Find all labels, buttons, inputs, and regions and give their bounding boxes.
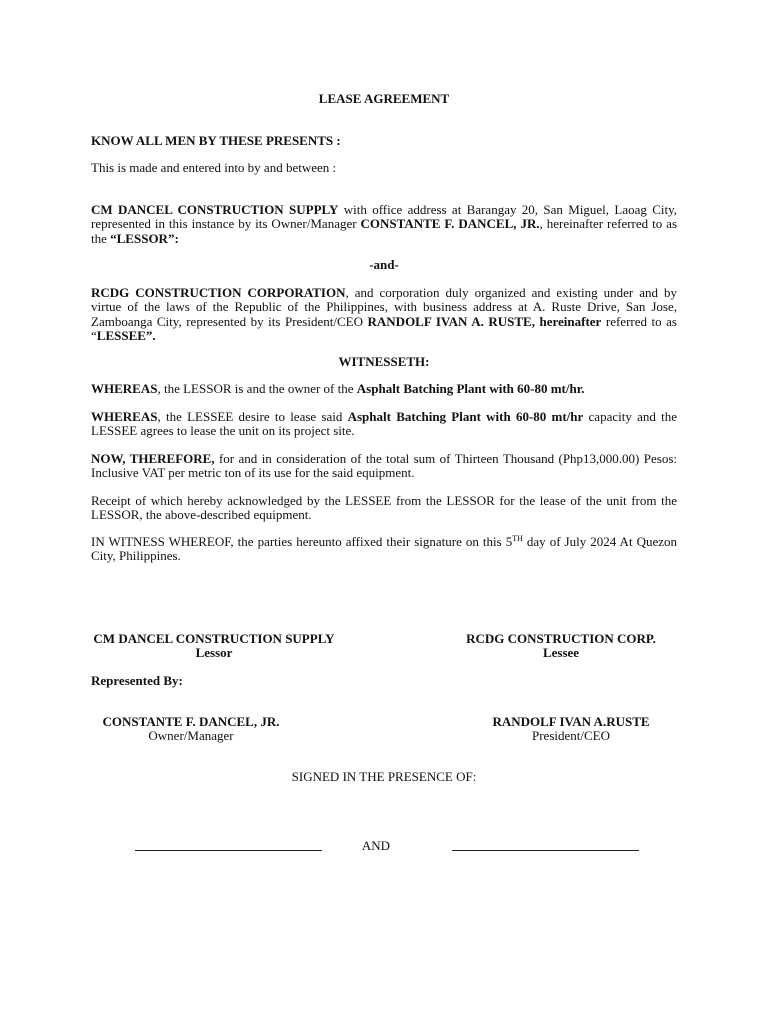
lessor-representative-block [91, 715, 291, 744]
receipt-clause: Receipt of which hereby acknowledged by the LESSEE from the LESSOR for the lease of the unit from the LESSOR, the above-described equipment. [91, 493, 677, 523]
lessor-text-2: , represented in this instance by its Owner/Manager [91, 202, 677, 232]
whereas-2-text-2: capacity and the LESSEE agrees to lease the unit on its project site. [91, 409, 677, 439]
lessor-name: CM DANCEL CONSTRUCTION SUPPLY [91, 202, 339, 217]
witness-signature-line-1 [135, 840, 322, 854]
in-witness-text-1: IN WITNESS WHEREOF, the parties hereunto affixed their signature on this 5 [91, 534, 513, 549]
lessor-text-3: , hereinafter referred to as the [91, 216, 677, 246]
in-witness-ordinal: TH [512, 534, 523, 543]
witness-signature-line-2 [452, 840, 639, 854]
lessee-role-label: Lessee [542, 645, 580, 661]
whereas-1-item: Asphalt Batching Plant with 60-80 mt/hr. [356, 381, 585, 396]
intro-line: This is made and entered into by and between : [91, 160, 337, 175]
signature-line [135, 849, 322, 851]
and-separator [91, 258, 677, 272]
in-witness-clause [91, 535, 677, 564]
lessor-role: “LESSOR”: [110, 230, 179, 246]
now-therefore-lead: NOW, THEREFORE, [91, 451, 215, 466]
document-title-text: LEASE AGREEMENT [318, 91, 450, 106]
witnesseth-heading-text: WITNESSETH: [338, 354, 430, 369]
and-separator-text: -and- [369, 257, 399, 272]
lessor-text-1: with office address at Barangay 20, San Miguel, Laoag City [338, 202, 674, 217]
lessor-signature-block [91, 632, 337, 661]
lessee-name: RCDG CONSTRUCTION CORPORATION [91, 285, 346, 300]
signature-line [452, 849, 639, 851]
whereas-2-item: Asphalt Batching Plant with 60-80 mt/hr [347, 409, 584, 424]
lessee-rep-title: President/CEO [532, 728, 610, 744]
signed-in-presence-heading: SIGNED IN THE PRESENCE OF: [291, 769, 477, 784]
represented-by-text: Represented By: [91, 673, 183, 688]
whereas-1-lead: WHEREAS [91, 381, 158, 396]
lessor-rep-name: CONSTANTE F. DANCEL, JR. [102, 714, 280, 729]
whereas-2-text-1: , the LESSEE desire to lease said [157, 409, 348, 424]
whereas-clause-1 [91, 382, 677, 396]
intro-heading [91, 134, 677, 148]
represented-by [91, 674, 677, 688]
lessee-text-4: referred to as “ [91, 313, 677, 344]
whereas-1-text: , the LESSOR is and the owner of the [157, 381, 357, 396]
whereas-2-lead: WHEREAS [91, 409, 158, 424]
lessor-company: CM DANCEL CONSTRUCTION SUPPLY [93, 631, 335, 646]
lessee-text-3: hereinafter [539, 313, 602, 329]
lessee-paragraph [91, 286, 677, 344]
now-therefore-clause [91, 452, 677, 481]
witness-and: AND [361, 838, 391, 853]
lessor-role-label: Lessor [195, 645, 233, 661]
lessee-role: LESSEE”. [96, 328, 156, 344]
lessor-paragraph [91, 203, 677, 246]
witnesseth-heading [91, 355, 677, 369]
lessor-rep-title: Owner/Manager [148, 728, 234, 744]
lessor-representative: CONSTANTE F. DANCEL, JR. [360, 216, 540, 232]
document-title [91, 92, 677, 106]
now-therefore-text: for and in consideration of the total sum of Thirteen Thousand (Php13,000.00) Pesos: Inclusive VAT per metric ton of its use for the said equipment. [91, 451, 677, 481]
lessee-rep-name: RANDOLF IVAN A.RUSTE [492, 714, 650, 729]
lessee-representative: RANDOLF IVAN A. RUSTE, [367, 313, 535, 329]
lessee-company: RCDG CONSTRUCTION CORP. [466, 631, 656, 646]
lessee-representative-block [471, 715, 671, 744]
lessee-signature-block [441, 632, 681, 661]
whereas-clause-2 [91, 410, 677, 439]
lessee-text-1: , and corporation duly organized and existing under and by virtue of the laws of the Republic of the Philippines, with business address at A. Ruste Drive, San Jose, Zamboanga City, represented by its President/CEO [91, 285, 677, 329]
in-witness-text-2: day of July 2024 At Quezon City, Philippines. [91, 534, 678, 564]
intro-heading-text: KNOW ALL MEN BY THESE PRESENTS : [91, 133, 341, 148]
